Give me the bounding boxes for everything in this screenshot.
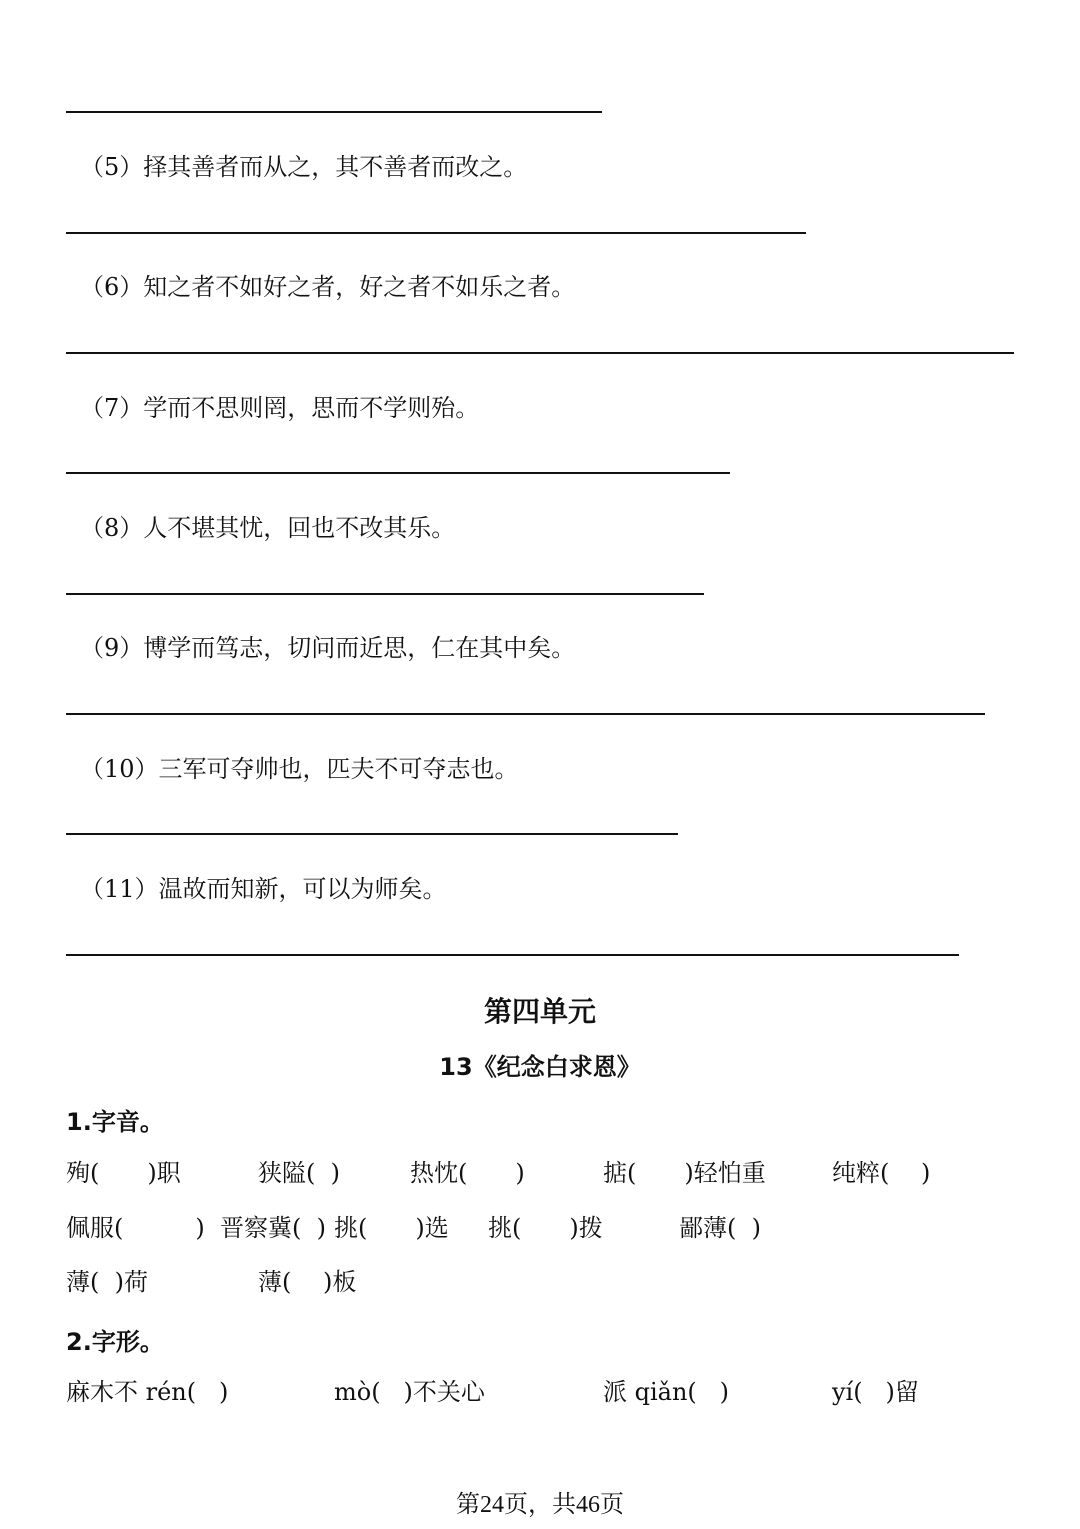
pronunciation-item: 狭隘( ) — [258, 1159, 340, 1187]
character-form-item: 派 qiǎn( ) — [603, 1378, 730, 1406]
answer-line — [66, 111, 602, 113]
pronunciation-item: 薄( )板 — [258, 1268, 357, 1296]
character-form-item: yí( )留 — [832, 1378, 919, 1406]
section-heading-pronunciation: 1.字音。 — [66, 1108, 164, 1136]
exercise-item: （7）学而不思则罔，思而不学则殆。 — [80, 394, 480, 422]
answer-line — [66, 232, 806, 234]
pronunciation-item: 佩服( ) — [66, 1214, 205, 1242]
pronunciation-item: 晋察冀( ) — [220, 1214, 326, 1242]
lesson-title: 13《纪念白求恩》 — [439, 1053, 641, 1081]
answer-line — [66, 472, 730, 474]
section-heading-character-form: 2.字形。 — [66, 1328, 164, 1356]
pronunciation-item: 挑( )拨 — [488, 1214, 603, 1242]
answer-line — [66, 954, 959, 956]
pronunciation-item: 挑( )选 — [334, 1214, 449, 1242]
exercise-item: （10）三军可夺帅也，匹夫不可夺志也。 — [80, 755, 519, 783]
pronunciation-item: 鄙薄( ) — [679, 1214, 761, 1242]
pronunciation-item: 薄( )荷 — [66, 1268, 148, 1296]
exercise-item: （11）温故而知新，可以为师矣。 — [80, 875, 447, 903]
page-number: 第24页，共46页 — [456, 1492, 624, 1518]
pronunciation-item: 掂( )轻怕重 — [603, 1159, 766, 1187]
answer-line — [66, 713, 985, 715]
unit-title: 第四单元 — [483, 995, 596, 1028]
exercise-item: （6）知之者不如好之者，好之者不如乐之者。 — [80, 273, 576, 301]
pronunciation-item: 纯粹( ) — [832, 1159, 931, 1187]
answer-line — [66, 833, 678, 835]
answer-line — [66, 352, 1014, 354]
exercise-item: （9）博学而笃志，切问而近思，仁在其中矣。 — [80, 634, 576, 662]
pronunciation-item: 殉( )职 — [66, 1159, 181, 1187]
character-form-item: 麻木不 rén( ) — [66, 1378, 229, 1406]
pronunciation-item: 热忱( ) — [410, 1159, 525, 1187]
character-form-item: mò( )不关心 — [334, 1378, 485, 1406]
exercise-item: （5）择其善者而从之，其不善者而改之。 — [80, 153, 528, 181]
exercise-item: （8）人不堪其忧，回也不改其乐。 — [80, 514, 456, 542]
answer-line — [66, 593, 704, 595]
